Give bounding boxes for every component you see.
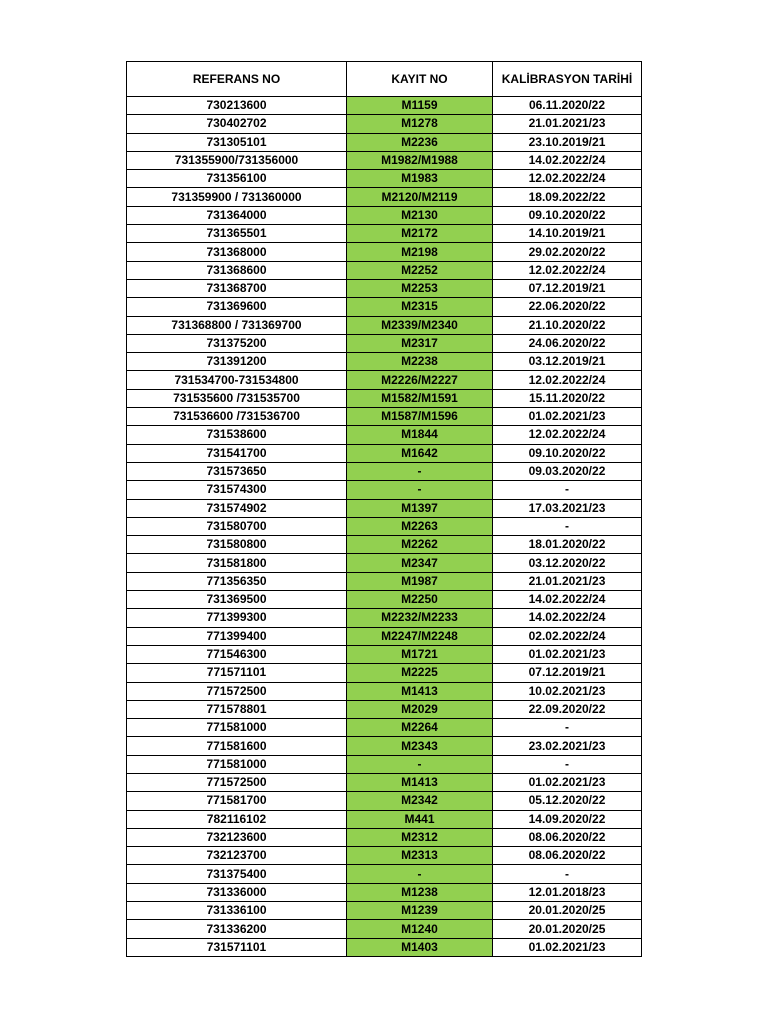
- kalibrasyon-tarihi-cell: 12.01.2018/23: [493, 883, 642, 901]
- kayit-no-cell: M2198: [347, 243, 493, 261]
- table-row: [127, 225, 642, 243]
- kalibrasyon-tarihi-cell: 18.01.2020/22: [493, 536, 642, 554]
- referans-no-cell: 730402702: [127, 115, 347, 133]
- kayit-no-cell: M2343: [347, 737, 493, 755]
- table-row: [127, 426, 642, 444]
- kalibrasyon-tarihi-cell: 05.12.2020/22: [493, 792, 642, 810]
- kayit-no-cell: M2226/M2227: [347, 371, 493, 389]
- table-row: [127, 462, 642, 480]
- referans-no-cell: 771581000: [127, 719, 347, 737]
- kayit-no-cell: -: [347, 865, 493, 883]
- kayit-no-cell: M1413: [347, 682, 493, 700]
- table-row: [127, 206, 642, 224]
- table-row: [127, 298, 642, 316]
- kayit-no-cell: M1982/M1988: [347, 151, 493, 169]
- referans-no-cell: 731571101: [127, 938, 347, 956]
- table-row: [127, 572, 642, 590]
- referans-no-cell: 731336200: [127, 920, 347, 938]
- table-row: [127, 682, 642, 700]
- table-row: [127, 133, 642, 151]
- referans-no-cell: 731368600: [127, 261, 347, 279]
- kayit-no-cell: M1983: [347, 170, 493, 188]
- kalibrasyon-tarihi-cell: 17.03.2021/23: [493, 499, 642, 517]
- referans-no-cell: 771399300: [127, 609, 347, 627]
- referans-no-cell: 731305101: [127, 133, 347, 151]
- table-row: [127, 499, 642, 517]
- kalibrasyon-tarihi-cell: -: [493, 481, 642, 499]
- kalibrasyon-tarihi-cell: 21.01.2021/23: [493, 572, 642, 590]
- kayit-no-cell: -: [347, 462, 493, 480]
- referans-no-cell: 771356350: [127, 572, 347, 590]
- referans-no-cell: 731534700-731534800: [127, 371, 347, 389]
- kalibrasyon-tarihi-cell: 14.02.2022/24: [493, 609, 642, 627]
- kayit-no-cell: M2120/M2119: [347, 188, 493, 206]
- kayit-no-cell: M1278: [347, 115, 493, 133]
- kalibrasyon-tarihi-cell: 22.09.2020/22: [493, 700, 642, 718]
- kayit-no-cell: -: [347, 755, 493, 773]
- kalibrasyon-tarihi-cell: 29.02.2020/22: [493, 243, 642, 261]
- table-row: [127, 773, 642, 791]
- table-row: [127, 902, 642, 920]
- referans-no-cell: 771572500: [127, 682, 347, 700]
- table-row: [127, 737, 642, 755]
- kayit-no-cell: M2029: [347, 700, 493, 718]
- kayit-no-cell: M1240: [347, 920, 493, 938]
- table-row: [127, 188, 642, 206]
- referans-no-cell: 731574902: [127, 499, 347, 517]
- referans-no-cell: 771581000: [127, 755, 347, 773]
- kalibrasyon-tarihi-cell: 08.06.2020/22: [493, 847, 642, 865]
- referans-no-cell: 731375200: [127, 334, 347, 352]
- kayit-no-cell: M2342: [347, 792, 493, 810]
- table-row: [127, 664, 642, 682]
- kayit-no-cell: M2238: [347, 353, 493, 371]
- table-row: [127, 755, 642, 773]
- kayit-no-cell: M2225: [347, 664, 493, 682]
- referans-no-cell: 731368000: [127, 243, 347, 261]
- kalibrasyon-tarihi-cell: 01.02.2021/23: [493, 408, 642, 426]
- kalibrasyon-tarihi-cell: 01.02.2021/23: [493, 645, 642, 663]
- kalibrasyon-tarihi-cell: 14.02.2022/24: [493, 591, 642, 609]
- kalibrasyon-tarihi-cell: 12.02.2022/24: [493, 170, 642, 188]
- kayit-no-cell: M1582/M1591: [347, 389, 493, 407]
- referans-no-cell: 731356100: [127, 170, 347, 188]
- table-row: [127, 883, 642, 901]
- table-row: [127, 115, 642, 133]
- referans-no-cell: 731580800: [127, 536, 347, 554]
- kayit-no-cell: M2313: [347, 847, 493, 865]
- table-row: [127, 847, 642, 865]
- referans-no-cell: 731573650: [127, 462, 347, 480]
- table-row: [127, 627, 642, 645]
- kayit-no-cell: M2253: [347, 279, 493, 297]
- referans-no-cell: 731368800 / 731369700: [127, 316, 347, 334]
- kalibrasyon-tarihi-cell: 20.01.2020/25: [493, 920, 642, 938]
- referans-no-cell: 731538600: [127, 426, 347, 444]
- table-body: [127, 97, 642, 957]
- kayit-no-cell: M2232/M2233: [347, 609, 493, 627]
- kalibrasyon-tarihi-cell: 08.06.2020/22: [493, 828, 642, 846]
- kayit-no-cell: M441: [347, 810, 493, 828]
- table-row: [127, 261, 642, 279]
- kayit-no-cell: -: [347, 481, 493, 499]
- kalibrasyon-tarihi-cell: 10.02.2021/23: [493, 682, 642, 700]
- kalibrasyon-tarihi-cell: 09.10.2020/22: [493, 444, 642, 462]
- kayit-no-cell: M2130: [347, 206, 493, 224]
- referans-no-cell: 731369600: [127, 298, 347, 316]
- referans-no-cell: 771546300: [127, 645, 347, 663]
- referans-no-cell: 771399400: [127, 627, 347, 645]
- kalibrasyon-tarihi-cell: 22.06.2020/22: [493, 298, 642, 316]
- kalibrasyon-tarihi-cell: 20.01.2020/25: [493, 902, 642, 920]
- kalibrasyon-tarihi-cell: 21.01.2021/23: [493, 115, 642, 133]
- table-row: [127, 938, 642, 956]
- kalibrasyon-tarihi-cell: 07.12.2019/21: [493, 664, 642, 682]
- referans-no-cell: 732123700: [127, 847, 347, 865]
- table-row: [127, 645, 642, 663]
- table-row: [127, 408, 642, 426]
- referans-no-cell: 731364000: [127, 206, 347, 224]
- table-row: [127, 920, 642, 938]
- referans-no-cell: 731541700: [127, 444, 347, 462]
- kalibrasyon-tarihi-cell: 12.02.2022/24: [493, 426, 642, 444]
- referans-no-cell: 731375400: [127, 865, 347, 883]
- table-row: [127, 828, 642, 846]
- kalibrasyon-tarihi-cell: 15.11.2020/22: [493, 389, 642, 407]
- kalibrasyon-tarihi-cell: 12.02.2022/24: [493, 371, 642, 389]
- kalibrasyon-tarihi-cell: 09.10.2020/22: [493, 206, 642, 224]
- referans-no-cell: 771571101: [127, 664, 347, 682]
- kayit-no-cell: M1413: [347, 773, 493, 791]
- kayit-no-cell: M1239: [347, 902, 493, 920]
- kalibrasyon-tarihi-cell: 12.02.2022/24: [493, 261, 642, 279]
- kayit-no-cell: M2262: [347, 536, 493, 554]
- table-row: [127, 279, 642, 297]
- kalibrasyon-tarihi-cell: 18.09.2022/22: [493, 188, 642, 206]
- calibration-table: [126, 61, 642, 957]
- kalibrasyon-tarihi-cell: 14.09.2020/22: [493, 810, 642, 828]
- kayit-no-cell: M2250: [347, 591, 493, 609]
- kayit-no-cell: M2315: [347, 298, 493, 316]
- referans-no-cell: 731336000: [127, 883, 347, 901]
- kayit-no-cell: M1403: [347, 938, 493, 956]
- table-row: [127, 865, 642, 883]
- kalibrasyon-tarihi-cell: 02.02.2022/24: [493, 627, 642, 645]
- kayit-no-cell: M1642: [347, 444, 493, 462]
- kalibrasyon-tarihi-cell: 23.02.2021/23: [493, 737, 642, 755]
- referans-no-cell: 730213600: [127, 97, 347, 115]
- kayit-no-cell: M2347: [347, 554, 493, 572]
- referans-no-cell: 731355900/731356000: [127, 151, 347, 169]
- table-row: [127, 536, 642, 554]
- referans-no-cell: 771581600: [127, 737, 347, 755]
- table-row: [127, 353, 642, 371]
- kalibrasyon-tarihi-cell: -: [493, 719, 642, 737]
- kalibrasyon-tarihi-cell: 03.12.2020/22: [493, 554, 642, 572]
- referans-no-cell: 731581800: [127, 554, 347, 572]
- table-row: [127, 554, 642, 572]
- table-row: [127, 609, 642, 627]
- table-row: [127, 243, 642, 261]
- referans-no-cell: 771572500: [127, 773, 347, 791]
- kayit-no-cell: M2312: [347, 828, 493, 846]
- kalibrasyon-tarihi-cell: -: [493, 755, 642, 773]
- kayit-no-cell: M2236: [347, 133, 493, 151]
- header-referans-no: REFERANS NO: [127, 62, 347, 97]
- referans-no-cell: 732123600: [127, 828, 347, 846]
- table-row: [127, 792, 642, 810]
- kayit-no-cell: M2263: [347, 517, 493, 535]
- table-row: [127, 371, 642, 389]
- referans-no-cell: 731535600 /731535700: [127, 389, 347, 407]
- header-row: [127, 62, 642, 97]
- kayit-no-cell: M1844: [347, 426, 493, 444]
- kalibrasyon-tarihi-cell: -: [493, 517, 642, 535]
- table-row: [127, 444, 642, 462]
- referans-no-cell: 731391200: [127, 353, 347, 371]
- referans-no-cell: 731369500: [127, 591, 347, 609]
- kayit-no-cell: M2339/M2340: [347, 316, 493, 334]
- table-row: [127, 97, 642, 115]
- referans-no-cell: 731580700: [127, 517, 347, 535]
- referans-no-cell: 731574300: [127, 481, 347, 499]
- table-row: [127, 170, 642, 188]
- kayit-no-cell: M1721: [347, 645, 493, 663]
- kayit-no-cell: M1987: [347, 572, 493, 590]
- kayit-no-cell: M2264: [347, 719, 493, 737]
- kalibrasyon-tarihi-cell: 21.10.2020/22: [493, 316, 642, 334]
- table-row: [127, 334, 642, 352]
- kalibrasyon-tarihi-cell: 01.02.2021/23: [493, 773, 642, 791]
- table-row: [127, 316, 642, 334]
- referans-no-cell: 731368700: [127, 279, 347, 297]
- table-row: [127, 517, 642, 535]
- kalibrasyon-tarihi-cell: 23.10.2019/21: [493, 133, 642, 151]
- referans-no-cell: 731365501: [127, 225, 347, 243]
- referans-no-cell: 771581700: [127, 792, 347, 810]
- kalibrasyon-tarihi-cell: 07.12.2019/21: [493, 279, 642, 297]
- kalibrasyon-tarihi-cell: 01.02.2021/23: [493, 938, 642, 956]
- kalibrasyon-tarihi-cell: 14.10.2019/21: [493, 225, 642, 243]
- kalibrasyon-tarihi-cell: 06.11.2020/22: [493, 97, 642, 115]
- kayit-no-cell: M1587/M1596: [347, 408, 493, 426]
- kalibrasyon-tarihi-cell: -: [493, 865, 642, 883]
- referans-no-cell: 771578801: [127, 700, 347, 718]
- referans-no-cell: 731536600 /731536700: [127, 408, 347, 426]
- table-row: [127, 700, 642, 718]
- table-row: [127, 481, 642, 499]
- header-kayit-no: KAYIT NO: [347, 62, 493, 97]
- kayit-no-cell: M2172: [347, 225, 493, 243]
- kayit-no-cell: M1238: [347, 883, 493, 901]
- kalibrasyon-tarihi-cell: 24.06.2020/22: [493, 334, 642, 352]
- table-row: [127, 591, 642, 609]
- kayit-no-cell: M2247/M2248: [347, 627, 493, 645]
- kalibrasyon-tarihi-cell: 14.02.2022/24: [493, 151, 642, 169]
- kayit-no-cell: M1397: [347, 499, 493, 517]
- kayit-no-cell: M2317: [347, 334, 493, 352]
- table-row: [127, 719, 642, 737]
- header-kalibrasyon-tarihi: KALİBRASYON TARİHİ: [493, 62, 642, 97]
- table-row: [127, 389, 642, 407]
- referans-no-cell: 731336100: [127, 902, 347, 920]
- table-row: [127, 810, 642, 828]
- table-row: [127, 151, 642, 169]
- referans-no-cell: 782116102: [127, 810, 347, 828]
- kalibrasyon-tarihi-cell: 03.12.2019/21: [493, 353, 642, 371]
- kayit-no-cell: M1159: [347, 97, 493, 115]
- referans-no-cell: 731359900 / 731360000: [127, 188, 347, 206]
- kayit-no-cell: M2252: [347, 261, 493, 279]
- kalibrasyon-tarihi-cell: 09.03.2020/22: [493, 462, 642, 480]
